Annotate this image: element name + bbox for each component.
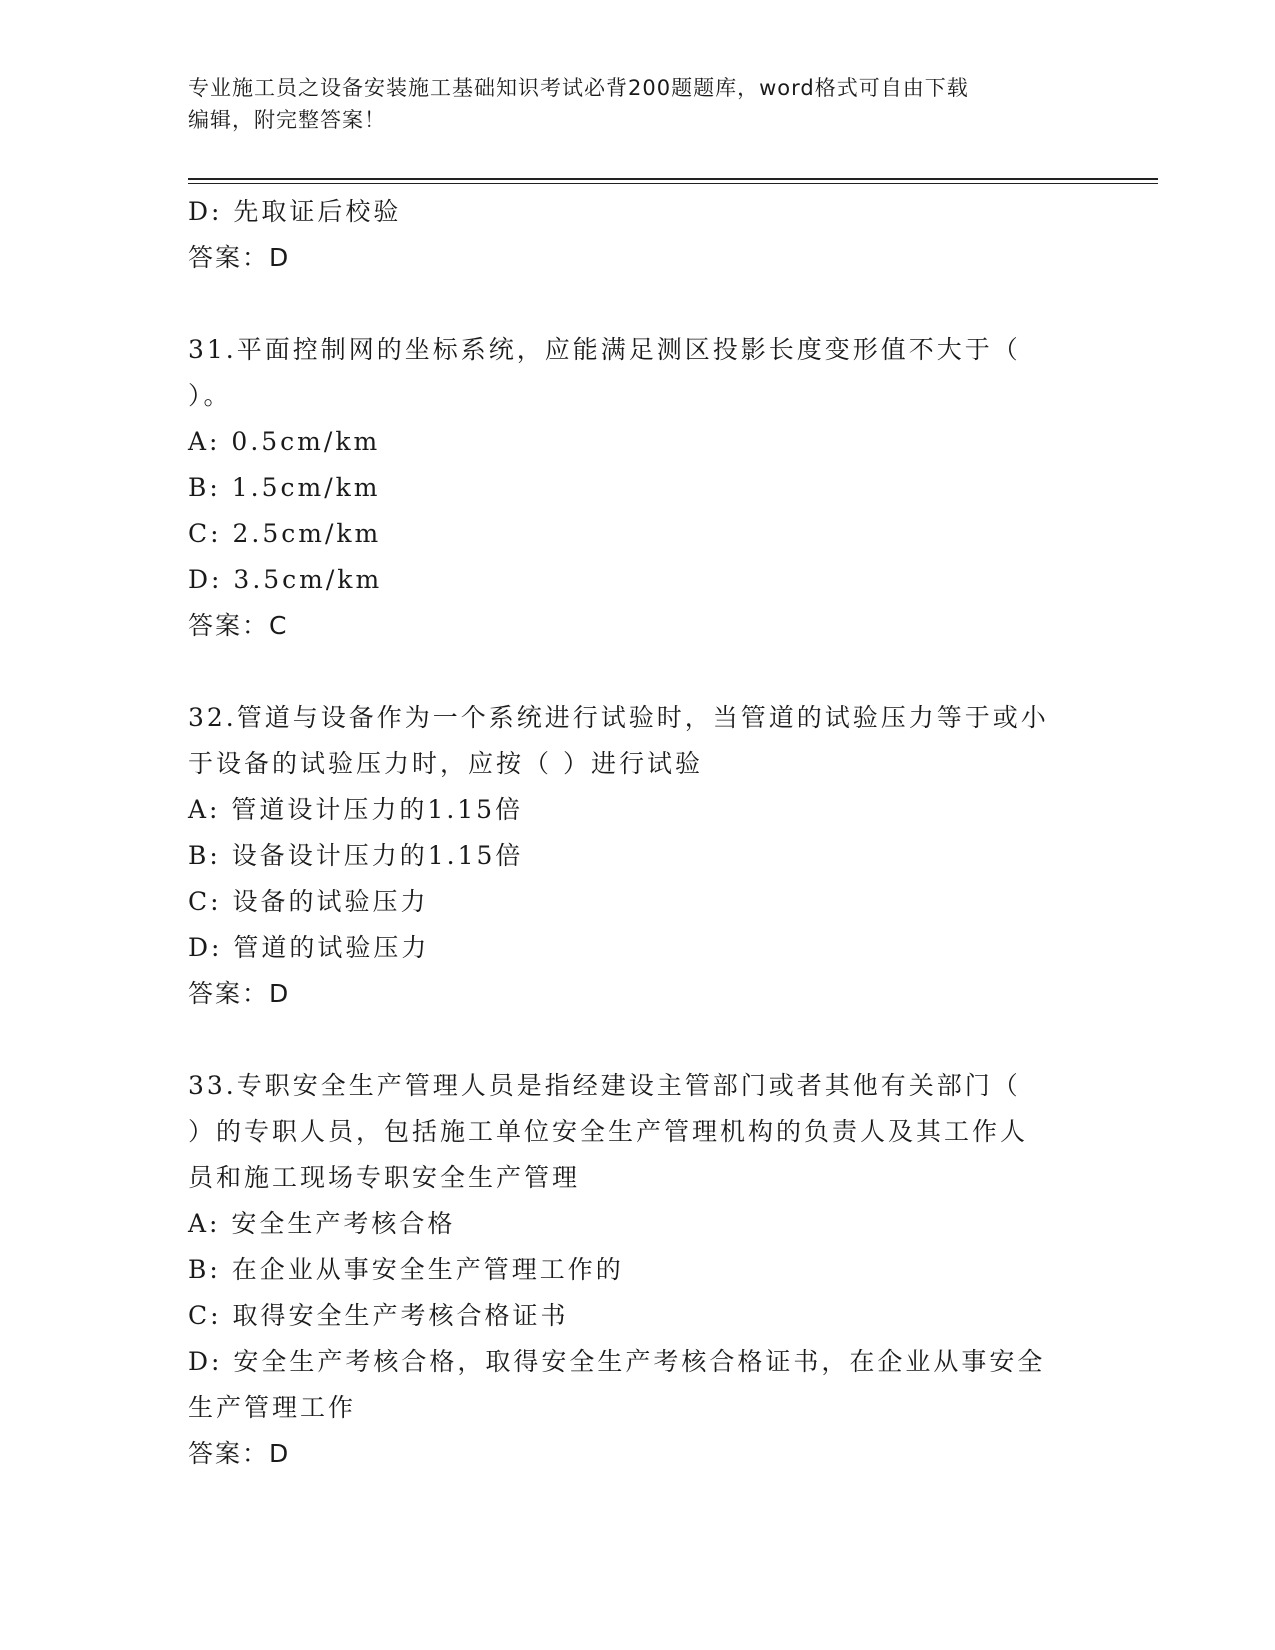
question-list bbox=[188, 189, 1088, 1477]
question-stem: ）。 bbox=[188, 381, 232, 410]
option-b: B: 设备设计压力的1.15倍 bbox=[188, 841, 524, 870]
question-32 bbox=[188, 695, 1088, 1017]
question-stem: 31.平面控制网的坐标系统，应能满足测区投影长度变形值不大于（ bbox=[188, 335, 1021, 364]
option-d-continued: 生产管理工作 bbox=[188, 1393, 357, 1422]
question-stem: ）的专职人员，包括施工单位安全生产管理机构的负责人及其工作人 bbox=[188, 1117, 1029, 1146]
question-stem: 于设备的试验压力时，应按（ ）进行试验 bbox=[188, 749, 703, 778]
option-b: B: 在企业从事安全生产管理工作的 bbox=[188, 1255, 624, 1284]
option-a: A: 安全生产考核合格 bbox=[188, 1209, 456, 1238]
option-c: C: 2.5cm/km bbox=[188, 519, 382, 548]
answer: 答案：C bbox=[188, 611, 289, 640]
spacer bbox=[188, 281, 1088, 327]
header-title-line2: 编辑，附完整答案！ bbox=[188, 108, 386, 132]
spacer bbox=[188, 1017, 1088, 1063]
question-33 bbox=[188, 1063, 1088, 1477]
option-d: D: 管道的试验压力 bbox=[188, 933, 430, 962]
header-divider bbox=[188, 178, 1158, 184]
option-c: C: 取得安全生产考核合格证书 bbox=[188, 1301, 569, 1330]
header-title-line1: 专业施工员之设备安装施工基础知识考试必背200题题库，word格式可自由下载 bbox=[188, 76, 969, 100]
question-30-tail bbox=[188, 189, 1088, 281]
document-header bbox=[188, 72, 1088, 136]
option-a: A: 0.5cm/km bbox=[188, 427, 381, 456]
option-d: D: 先取证后校验 bbox=[188, 197, 402, 226]
spacer bbox=[188, 649, 1088, 695]
option-b: B: 1.5cm/km bbox=[188, 473, 381, 502]
option-d: D: 3.5cm/km bbox=[188, 565, 383, 594]
question-stem: 员和施工现场专职安全生产管理 bbox=[188, 1163, 581, 1192]
question-stem: 33.专职安全生产管理人员是指经建设主管部门或者其他有关部门（ bbox=[188, 1071, 1021, 1100]
answer: 答案：D bbox=[188, 979, 291, 1008]
question-stem: 32.管道与设备作为一个系统进行试验时，当管道的试验压力等于或小 bbox=[188, 703, 1049, 732]
question-31 bbox=[188, 327, 1088, 649]
answer: 答案：D bbox=[188, 1439, 291, 1468]
option-c: C: 设备的试验压力 bbox=[188, 887, 429, 916]
answer: 答案：D bbox=[188, 243, 291, 272]
option-a: A: 管道设计压力的1.15倍 bbox=[188, 795, 524, 824]
option-d: D: 安全生产考核合格，取得安全生产考核合格证书，在企业从事安全 bbox=[188, 1347, 1046, 1376]
